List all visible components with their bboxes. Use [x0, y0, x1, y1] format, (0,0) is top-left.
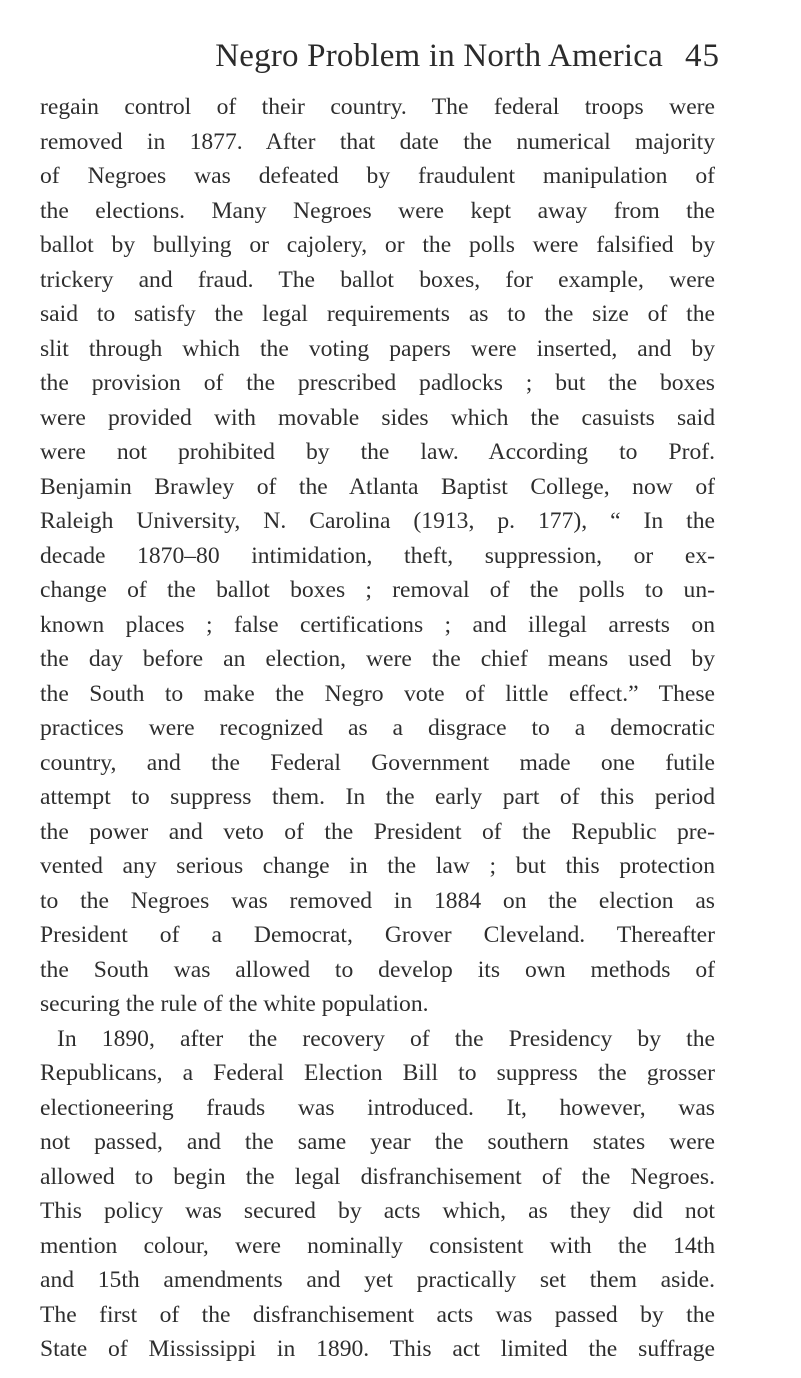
- text-line: mention colour, were nominally consistent with the 14th: [40, 1232, 715, 1259]
- text-line: said to satisfy the legal requirements as to the size of the: [40, 301, 715, 327]
- text-line: ballot by bullying or cajolery, or the polls were falsified by: [40, 232, 715, 258]
- text-line: and 15th amendments and yet practically set them aside.: [40, 1267, 715, 1293]
- text-line: to the Negroes was removed in 1884 on the election as: [40, 887, 715, 914]
- text-line: decade 1870–80 intimidation, theft, suppression, or ex-: [40, 542, 715, 569]
- text-line: electioneering frauds was introduced. It, however, was: [40, 1094, 715, 1121]
- text-line: regain control of their country. The federal troops were: [40, 94, 715, 120]
- text-line: were provided with movable sides which the casuists said: [40, 404, 715, 431]
- text-line: the elections. Many Negroes were kept away from the: [40, 197, 715, 224]
- text-line: Benjamin Brawley of the Atlanta Baptist College, now of: [40, 473, 715, 500]
- text-line: of Negroes was defeated by fraudulent manipulation of: [40, 163, 715, 189]
- page-number: 45: [685, 38, 720, 74]
- text-line: attempt to suppress them. In the early part of this period: [40, 784, 715, 810]
- text-line: Raleigh University, N. Carolina (1913, p. 177), “ In the: [40, 508, 715, 534]
- text-line: trickery and fraud. The ballot boxes, for example, were: [40, 266, 715, 293]
- text-line: were not prohibited by the law. According to Prof.: [40, 439, 715, 465]
- running-title: Negro Problem in North America: [215, 38, 663, 74]
- text-line: the power and veto of the President of the Republic pre-: [40, 818, 715, 845]
- text-line: change of the ballot boxes ; removal of the polls to un-: [40, 577, 715, 603]
- text-line: allowed to begin the legal disfranchisement of the Negroes.: [40, 1163, 715, 1190]
- text-line: the South to make the Negro vote of little effect.” These: [40, 680, 715, 707]
- text-line: the provision of the prescribed padlocks ; but the boxes: [40, 370, 715, 396]
- text-line: vented any serious change in the law ; but this protection: [40, 853, 715, 879]
- paragraph-2: [40, 1022, 715, 1367]
- text-line: In 1890, after the recovery of the Presidency by the: [57, 1025, 715, 1052]
- text-line: the day before an election, were the chief means used by: [40, 646, 715, 672]
- text-line: known places ; false certifications ; and illegal arrests on: [40, 611, 715, 638]
- text-line: country, and the Federal Government made one futile: [40, 749, 715, 776]
- text-line: the South was allowed to develop its own methods of: [40, 956, 715, 983]
- text-line: The first of the disfranchisement acts was passed by the: [40, 1301, 715, 1328]
- running-head: [40, 38, 720, 75]
- text-line: This policy was secured by acts which, as they did not: [40, 1198, 715, 1224]
- text-line: President of a Democrat, Grover Cleveland. Thereafter: [40, 922, 715, 948]
- paragraph-1: [40, 90, 715, 1022]
- text-line: Republicans, a Federal Election Bill to suppress the grosser: [40, 1060, 715, 1086]
- body-text: [40, 90, 715, 1367]
- text-line: not passed, and the same year the southern states were: [40, 1129, 715, 1155]
- text-line: securing the rule of the white population.: [40, 991, 429, 1017]
- text-line: State of Mississippi in 1890. This act limited the suffrage: [40, 1336, 715, 1362]
- text-line: slit through which the voting papers were inserted, and by: [40, 335, 715, 362]
- text-line: removed in 1877. After that date the numerical majority: [40, 128, 715, 155]
- text-line: practices were recognized as a disgrace to a democratic: [40, 715, 715, 741]
